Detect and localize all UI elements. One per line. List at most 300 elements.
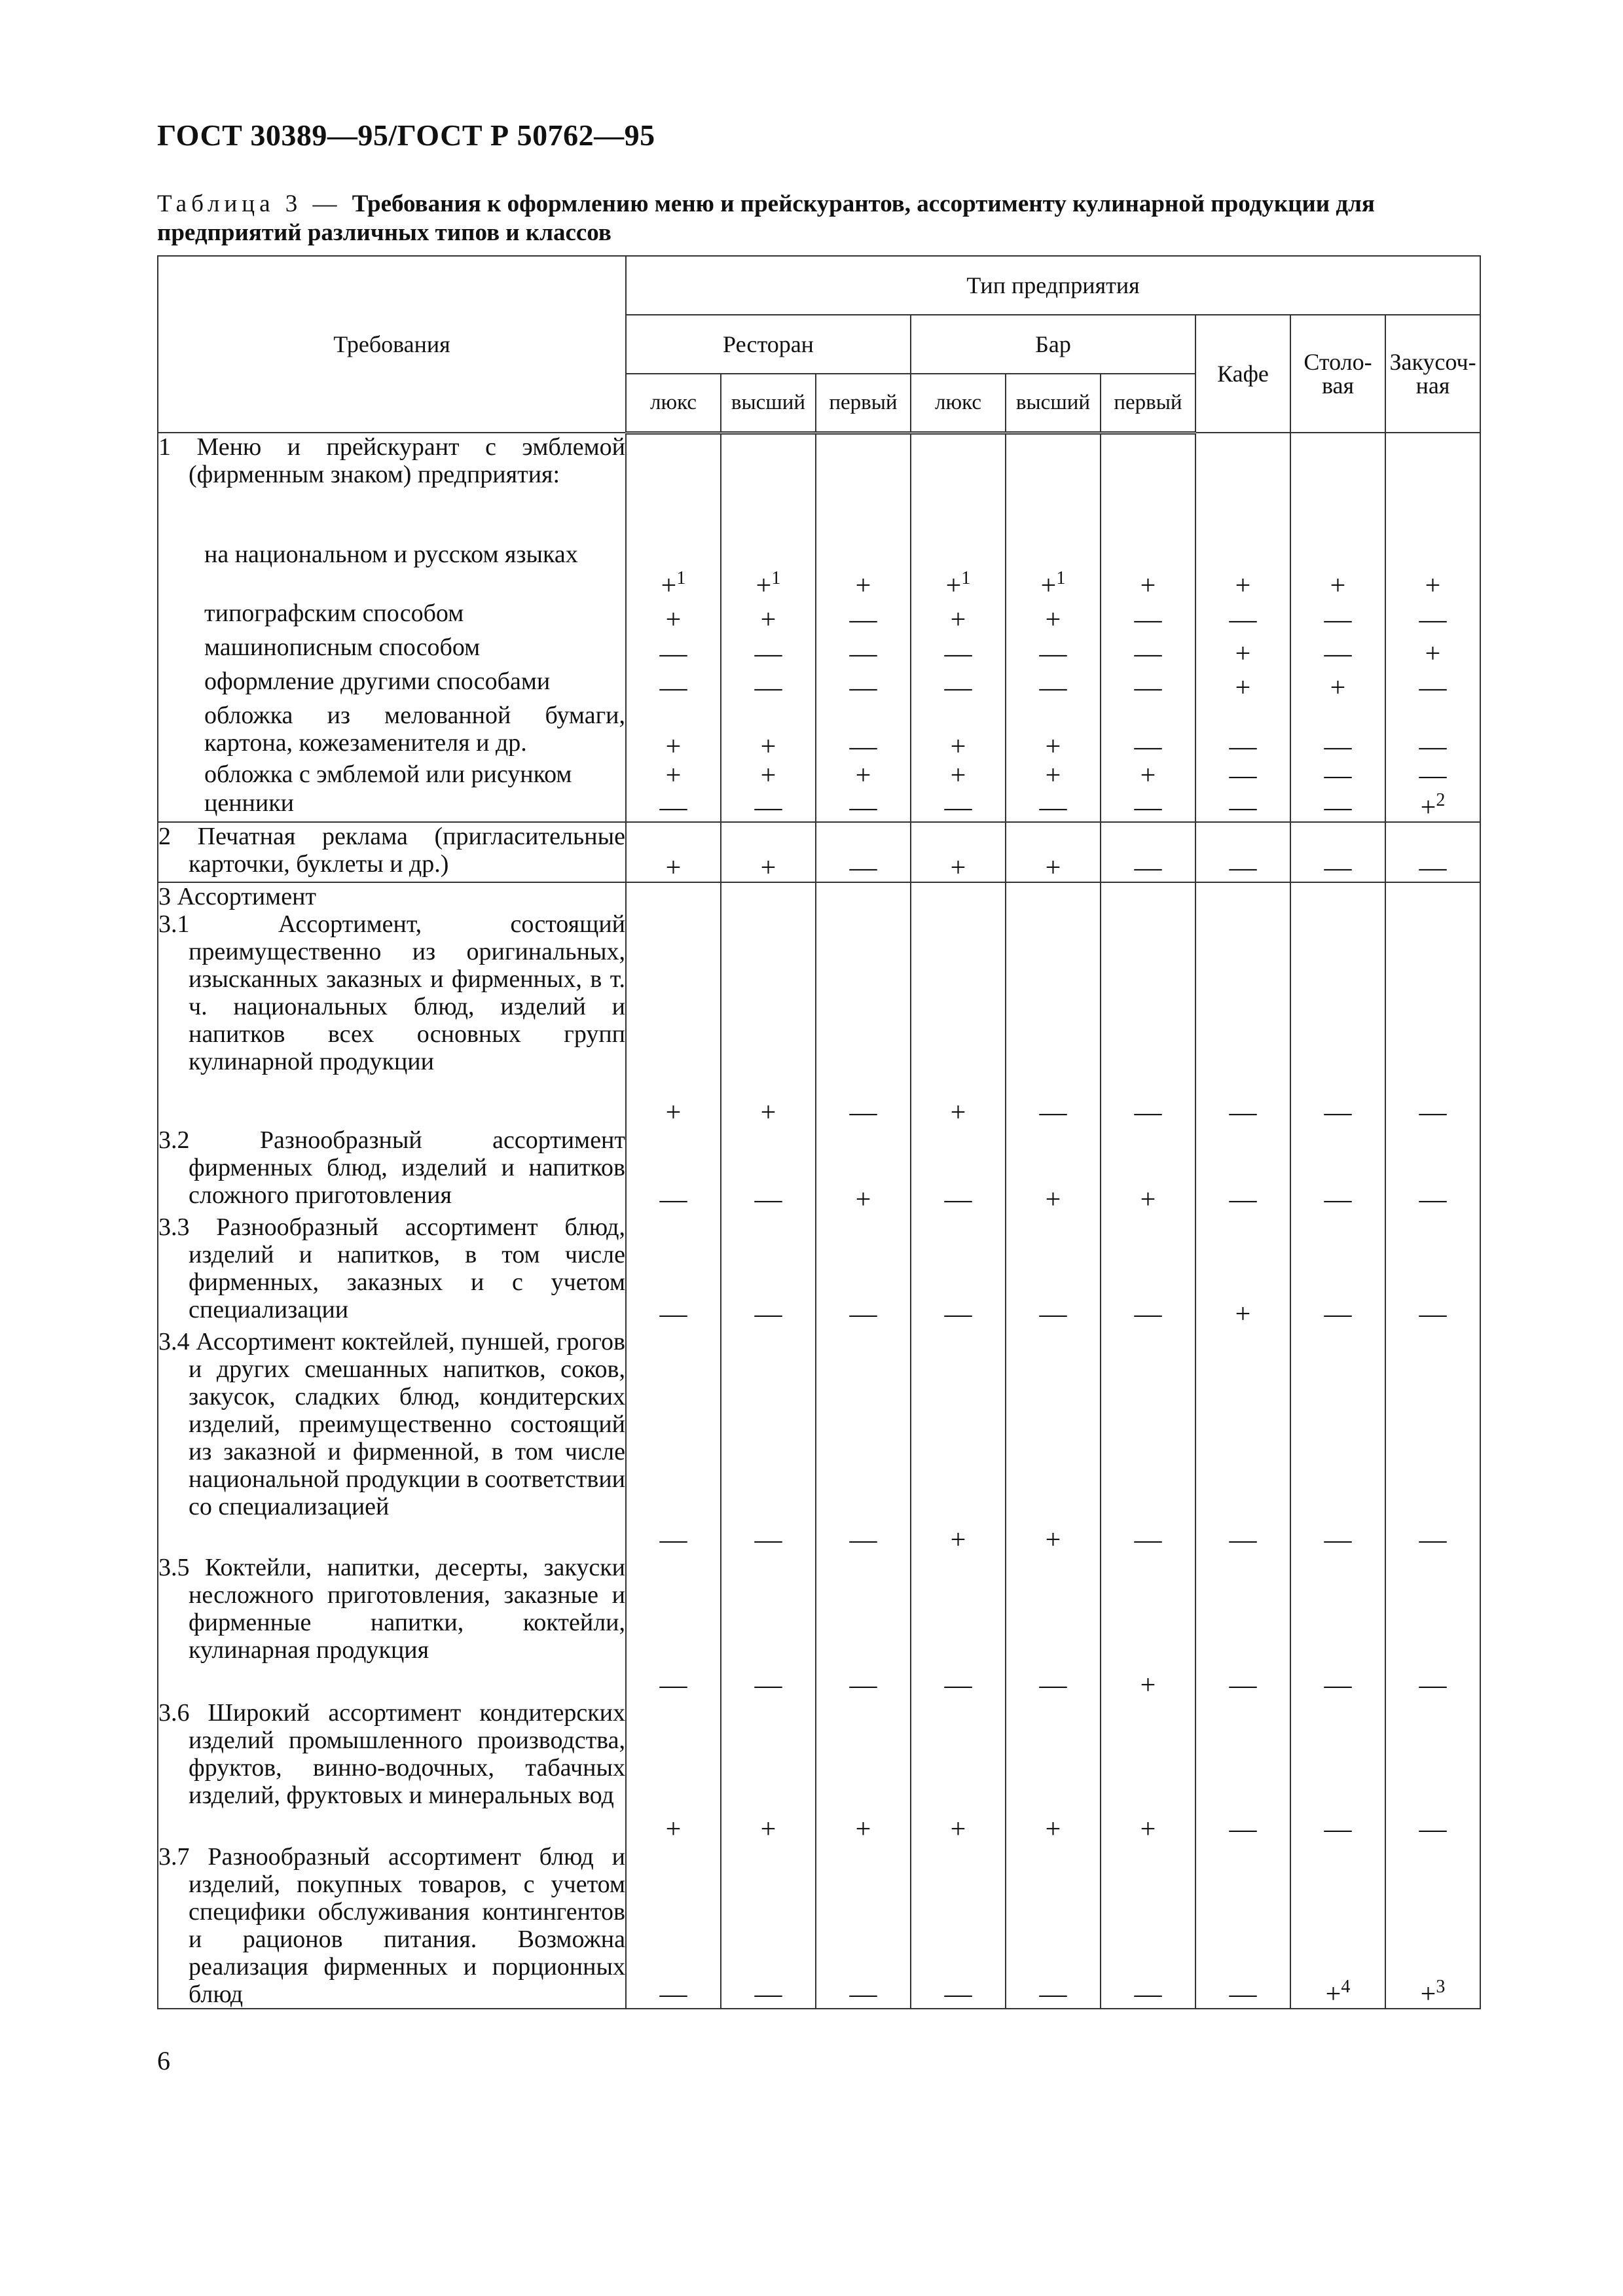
mark-cell: [1006, 668, 1101, 702]
mark-value: —: [1134, 732, 1162, 762]
mark-value: +: [760, 1098, 776, 1128]
table-row: [158, 1699, 1480, 1843]
mark-cell: [911, 541, 1006, 600]
mark-value: +: [950, 761, 966, 791]
mark-value: —: [1229, 761, 1257, 791]
mark-value: +: [1235, 1299, 1251, 1329]
mark-value: —: [849, 793, 877, 823]
mark-value: —: [1324, 1814, 1352, 1844]
mark-value: +: [1325, 1979, 1341, 2009]
mark-value: —: [1419, 1098, 1447, 1128]
mark-value: +: [855, 1185, 871, 1215]
mark-cell: [1101, 702, 1195, 761]
mark-cell: [1006, 761, 1101, 789]
requirement-text: [158, 761, 626, 789]
mark-cell: [721, 541, 816, 600]
mark-cell: [1290, 761, 1385, 789]
mark-cell: [816, 433, 911, 541]
mark-cell: [911, 1554, 1006, 1699]
mark-cell: [1101, 1843, 1195, 2009]
mark-cell: [1385, 702, 1480, 761]
mark-cell: [911, 600, 1006, 634]
mark-value: +: [760, 732, 776, 762]
mark-cell: [911, 910, 1006, 1126]
requirement-label: 3.2 Разнообразный ассортимент фирменных блюд, изделий и напитков сложного приготовления: [158, 1126, 625, 1209]
requirement-text: [158, 668, 626, 702]
mark-cell: [1290, 882, 1385, 910]
table-row: [158, 789, 1480, 822]
mark-cell: [816, 822, 911, 882]
mark-value: —: [659, 1299, 687, 1329]
mark-cell: [1195, 1554, 1290, 1699]
mark-cell: [1195, 1843, 1290, 2009]
mark-cell: [626, 910, 721, 1126]
mark-cell: [911, 822, 1006, 882]
mark-value: +: [665, 732, 682, 762]
mark-value: —: [1229, 1098, 1257, 1128]
header-restaurant-first: первый: [816, 374, 911, 433]
mark-cell: [721, 1213, 816, 1328]
mark-cell: [911, 1126, 1006, 1213]
mark-cell: [626, 634, 721, 668]
mark-cell: [1195, 882, 1290, 910]
mark-cell: [1195, 634, 1290, 668]
mark-value: +: [1420, 1979, 1436, 2009]
mark-value: +: [1040, 571, 1057, 601]
mark-cell: [816, 1328, 911, 1554]
mark-cell: [1290, 433, 1385, 541]
mark-cell: [1006, 634, 1101, 668]
requirement-text: [158, 702, 626, 761]
mark-cell: [1290, 600, 1385, 634]
mark-value: —: [1324, 1299, 1352, 1329]
table-row: [158, 910, 1480, 1126]
mark-value: —: [1229, 1525, 1257, 1555]
mark-cell: [1101, 600, 1195, 634]
mark-cell: [1006, 433, 1101, 541]
mark-value: +: [1425, 571, 1441, 601]
mark-cell: [1385, 433, 1480, 541]
mark-cell: [1101, 822, 1195, 882]
requirement-label: обложка из мелованной бумаги, картона, кожезаменителя и др.: [204, 702, 625, 757]
mark-cell: [721, 600, 816, 634]
requirement-label: 3.3 Разнообразный ассортимент блюд, изделий и напитков, в том числе фирменных, заказных и с учетом специализации: [158, 1213, 625, 1323]
mark-value: —: [1229, 605, 1257, 635]
mark-value: —: [1419, 761, 1447, 791]
mark-cell: [626, 1699, 721, 1843]
mark-value: +: [1235, 571, 1251, 601]
mark-cell: [1006, 1213, 1101, 1328]
mark-cell: [626, 1126, 721, 1213]
mark-value: —: [1134, 1979, 1162, 2009]
mark-value: —: [1039, 673, 1067, 703]
mark-value: +: [855, 1814, 871, 1844]
mark-cell: [626, 789, 721, 822]
mark-cell: [1290, 634, 1385, 668]
mark-value: +: [1045, 732, 1061, 762]
requirement-text: [158, 600, 626, 634]
mark-value: +: [1045, 605, 1061, 635]
footnote-ref: 1: [961, 568, 971, 588]
mark-value: +: [760, 1814, 776, 1844]
mark-cell: [816, 600, 911, 634]
mark-cell: [1101, 1213, 1195, 1328]
mark-cell: [1385, 1126, 1480, 1213]
mark-value: —: [1229, 1185, 1257, 1215]
mark-value: +: [1045, 853, 1061, 883]
mark-value: —: [849, 732, 877, 762]
mark-cell: [1385, 1213, 1480, 1328]
mark-value: —: [659, 673, 687, 703]
mark-cell: [1290, 1554, 1385, 1699]
header-bar-first: первый: [1101, 374, 1195, 433]
mark-value: +: [665, 605, 682, 635]
mark-value: +: [661, 571, 677, 601]
mark-value: —: [1134, 639, 1162, 669]
mark-cell: [1195, 789, 1290, 822]
table-body: [158, 433, 1480, 2009]
requirement-label: ценники: [204, 789, 295, 817]
mark-value: —: [754, 1979, 782, 2009]
mark-value: +: [1235, 639, 1251, 669]
mark-value: +: [855, 761, 871, 791]
mark-cell: [1006, 789, 1101, 822]
header-bar-higher: высший: [1006, 374, 1101, 433]
requirement-label: оформление другими способами: [204, 668, 551, 695]
requirement-text: [158, 789, 626, 822]
mark-cell: [1385, 1554, 1480, 1699]
mark-cell: [1385, 541, 1480, 600]
mark-value: —: [754, 793, 782, 823]
mark-value: —: [754, 673, 782, 703]
mark-value: +: [950, 1814, 966, 1844]
mark-cell: [1006, 541, 1101, 600]
mark-value: +: [1045, 1525, 1061, 1555]
mark-cell: [1195, 1699, 1290, 1843]
mark-cell: [626, 761, 721, 789]
footnote-ref: 1: [771, 568, 781, 588]
mark-value: —: [944, 1670, 972, 1700]
mark-cell: [1290, 822, 1385, 882]
mark-value: —: [1419, 1814, 1447, 1844]
mark-cell: [1195, 910, 1290, 1126]
mark-cell: [1385, 634, 1480, 668]
table-row: [158, 1328, 1480, 1554]
mark-value: —: [1324, 793, 1352, 823]
mark-cell: [1006, 600, 1101, 634]
header-restaurant-lux: люкс: [626, 374, 721, 433]
mark-value: —: [1324, 1185, 1352, 1215]
mark-cell: [911, 1328, 1006, 1554]
table-row: [158, 1554, 1480, 1699]
mark-value: —: [849, 1299, 877, 1329]
requirement-text: [158, 433, 626, 541]
requirement-text: [158, 541, 626, 600]
mark-cell: [721, 761, 816, 789]
mark-cell: [1101, 541, 1195, 600]
mark-value: —: [849, 853, 877, 883]
table-row: [158, 541, 1480, 600]
mark-value: —: [659, 1979, 687, 2009]
mark-value: —: [849, 1979, 877, 2009]
mark-cell: [1385, 822, 1480, 882]
mark-value: +: [756, 571, 772, 601]
mark-cell: [626, 882, 721, 910]
page-number: 6: [157, 2046, 170, 2075]
mark-value: —: [1229, 1670, 1257, 1700]
mark-value: —: [754, 1299, 782, 1329]
mark-value: +: [950, 732, 966, 762]
mark-cell: [1290, 668, 1385, 702]
requirement-label: 3.5 Коктейли, напитки, десерты, закуски несложного приготовления, заказные и фирменные напитки, коктейли, кулинарная продукция: [158, 1554, 625, 1664]
mark-cell: [721, 668, 816, 702]
mark-value: —: [659, 1185, 687, 1215]
footnote-ref: 1: [676, 568, 686, 588]
mark-cell: [816, 882, 911, 910]
mark-cell: [1101, 761, 1195, 789]
mark-cell: [816, 634, 911, 668]
requirement-text: [158, 910, 626, 1126]
header-requirements: Требования: [158, 256, 626, 433]
header-restaurant-higher: высший: [721, 374, 816, 433]
mark-cell: [1006, 1126, 1101, 1213]
mark-value: —: [1324, 1525, 1352, 1555]
mark-cell: [1195, 1213, 1290, 1328]
requirement-label: 3 Ассортимент: [158, 883, 317, 910]
table-row: [158, 433, 1480, 541]
mark-cell: [626, 1213, 721, 1328]
mark-value: —: [849, 1525, 877, 1555]
mark-value: —: [1134, 793, 1162, 823]
requirement-text: [158, 1328, 626, 1554]
mark-value: —: [1039, 639, 1067, 669]
mark-value: +: [1330, 673, 1346, 703]
mark-value: —: [1419, 1185, 1447, 1215]
mark-value: +: [1045, 1814, 1061, 1844]
mark-cell: [1290, 702, 1385, 761]
mark-cell: [1101, 789, 1195, 822]
mark-cell: [626, 433, 721, 541]
mark-value: —: [1324, 1670, 1352, 1700]
mark-cell: [1385, 1699, 1480, 1843]
mark-cell: [1290, 789, 1385, 822]
mark-value: —: [1134, 605, 1162, 635]
mark-value: +: [665, 761, 682, 791]
mark-cell: [721, 882, 816, 910]
requirement-text: [158, 1213, 626, 1328]
mark-cell: [1195, 1126, 1290, 1213]
mark-cell: [721, 634, 816, 668]
mark-cell: [721, 1699, 816, 1843]
mark-value: —: [1324, 853, 1352, 883]
table-caption-prefix: Таблица 3 —: [157, 190, 352, 217]
mark-value: +: [1140, 761, 1156, 791]
mark-cell: [1006, 822, 1101, 882]
mark-cell: [626, 1843, 721, 2009]
mark-cell: [721, 1554, 816, 1699]
document-header: ГОСТ 30389—95/ГОСТ Р 50762—95: [157, 118, 655, 152]
mark-value: +: [760, 853, 776, 883]
mark-cell: [911, 433, 1006, 541]
mark-cell: [626, 600, 721, 634]
header-bar-lux: люкс: [911, 374, 1006, 433]
requirement-label: обложка с эмблемой или рисунком: [204, 761, 572, 788]
mark-cell: [911, 668, 1006, 702]
mark-value: —: [1419, 1525, 1447, 1555]
mark-cell: [721, 789, 816, 822]
mark-value: —: [1134, 1525, 1162, 1555]
mark-cell: [816, 1843, 911, 2009]
mark-value: +: [950, 1525, 966, 1555]
requirements-table: [157, 255, 1481, 2009]
mark-cell: [911, 761, 1006, 789]
mark-cell: [816, 541, 911, 600]
mark-cell: [816, 702, 911, 761]
mark-cell: [1385, 1843, 1480, 2009]
mark-value: +: [1420, 793, 1436, 823]
mark-cell: [1290, 1126, 1385, 1213]
mark-value: —: [944, 1979, 972, 2009]
mark-value: —: [754, 639, 782, 669]
mark-value: —: [1039, 1299, 1067, 1329]
mark-value: +: [665, 853, 682, 883]
table-row: [158, 634, 1480, 668]
mark-cell: [1385, 600, 1480, 634]
mark-value: +: [1140, 1185, 1156, 1215]
mark-cell: [1101, 433, 1195, 541]
mark-cell: [1290, 1843, 1385, 2009]
mark-cell: [816, 1213, 911, 1328]
requirement-text: [158, 1699, 626, 1843]
mark-cell: [911, 634, 1006, 668]
mark-value: +: [950, 853, 966, 883]
mark-value: +: [1045, 1185, 1061, 1215]
mark-cell: [1385, 761, 1480, 789]
mark-cell: [816, 761, 911, 789]
mark-value: +: [855, 571, 871, 601]
requirement-label: 1 Меню и прейскурант с эмблемой (фирменным знаком) предприятия:: [158, 433, 625, 488]
mark-value: —: [754, 1185, 782, 1215]
table-row: [158, 1843, 1480, 2009]
mark-value: —: [754, 1670, 782, 1700]
mark-cell: [626, 822, 721, 882]
mark-cell: [1290, 541, 1385, 600]
mark-value: —: [1324, 761, 1352, 791]
footnote-ref: 2: [1436, 790, 1446, 810]
mark-value: —: [1419, 732, 1447, 762]
mark-cell: [911, 702, 1006, 761]
mark-cell: [1195, 600, 1290, 634]
mark-cell: [1101, 882, 1195, 910]
mark-value: —: [1419, 673, 1447, 703]
footnote-ref: 3: [1436, 1977, 1446, 1997]
mark-cell: [1385, 882, 1480, 910]
requirement-label: 3.6 Широкий ассортимент кондитерских изделий промышленного производства, фруктов, винно-водочных, табачных изделий, фруктовых и минеральных вод: [158, 1699, 625, 1809]
mark-cell: [911, 1699, 1006, 1843]
mark-value: —: [659, 1525, 687, 1555]
mark-value: —: [1134, 853, 1162, 883]
mark-cell: [1006, 1554, 1101, 1699]
header-canteen: Столо-вая: [1290, 315, 1385, 433]
requirement-text: [158, 822, 626, 882]
mark-value: —: [1324, 1098, 1352, 1128]
mark-cell: [816, 910, 911, 1126]
mark-value: —: [659, 639, 687, 669]
mark-cell: [1290, 910, 1385, 1126]
mark-cell: [911, 882, 1006, 910]
footnote-ref: 1: [1056, 568, 1066, 588]
mark-cell: [1101, 1126, 1195, 1213]
header-restaurant: Ресторан: [626, 315, 911, 374]
mark-value: +: [945, 571, 962, 601]
table-caption-text: Требования к оформлению меню и прейскурантов, ассортименту кулинарной продукции для предприятий различных типов и классов: [157, 190, 1375, 246]
mark-value: +: [665, 1814, 682, 1844]
mark-cell: [911, 1213, 1006, 1328]
mark-cell: [1101, 668, 1195, 702]
mark-value: —: [1229, 853, 1257, 883]
mark-value: +: [1140, 1814, 1156, 1844]
mark-value: —: [1229, 1979, 1257, 2009]
table-row: [158, 702, 1480, 761]
mark-value: —: [849, 605, 877, 635]
mark-value: —: [659, 1670, 687, 1700]
mark-cell: [1385, 1328, 1480, 1554]
mark-cell: [721, 433, 816, 541]
header-enterprise-type: Тип предприятия: [626, 256, 1480, 315]
requirement-label: 3.4 Ассортимент коктейлей, пуншей, грогов и других смешанных напитков, соков, закусок, сладких блюд, кондитерских изделий, преимущественно состоящий из заказной и фирменной, в том числе национальной продукции в соответствии со специализацией: [158, 1328, 625, 1520]
requirement-text: [158, 1554, 626, 1699]
mark-cell: [1006, 1699, 1101, 1843]
mark-cell: [1195, 541, 1290, 600]
mark-value: +: [760, 761, 776, 791]
header-snack-bar: Закусоч-ная: [1385, 315, 1480, 433]
mark-value: —: [944, 639, 972, 669]
mark-cell: [1006, 910, 1101, 1126]
footnote-ref: 4: [1341, 1977, 1351, 1997]
requirement-text: [158, 882, 626, 910]
mark-value: —: [1324, 639, 1352, 669]
mark-value: —: [1324, 605, 1352, 635]
mark-cell: [1195, 668, 1290, 702]
mark-value: +: [950, 1098, 966, 1128]
mark-value: —: [659, 793, 687, 823]
mark-cell: [1101, 1328, 1195, 1554]
mark-cell: [1290, 1213, 1385, 1328]
mark-value: —: [1229, 732, 1257, 762]
mark-value: —: [1039, 1979, 1067, 2009]
mark-value: +: [1425, 639, 1441, 669]
mark-cell: [1385, 789, 1480, 822]
mark-cell: [626, 702, 721, 761]
mark-value: —: [944, 793, 972, 823]
mark-cell: [911, 789, 1006, 822]
mark-value: +: [665, 1098, 682, 1128]
mark-cell: [816, 1699, 911, 1843]
mark-cell: [1290, 1699, 1385, 1843]
requirement-label: машинописным способом: [204, 634, 481, 661]
mark-cell: [816, 1126, 911, 1213]
mark-cell: [626, 1554, 721, 1699]
mark-value: —: [1419, 853, 1447, 883]
mark-cell: [1006, 882, 1101, 910]
requirement-label: 3.1 Ассортимент, состоящий преимущественно из оригинальных, изысканных заказных и фирменных, в т. ч. национальных блюд, изделий и напитков всех основных групп кулинарной продукции: [158, 910, 625, 1075]
mark-cell: [721, 1328, 816, 1554]
mark-cell: [1101, 1554, 1195, 1699]
header-cafe: Кафе: [1195, 315, 1290, 433]
mark-cell: [721, 1126, 816, 1213]
mark-cell: [911, 1843, 1006, 2009]
mark-value: +: [1140, 571, 1156, 601]
